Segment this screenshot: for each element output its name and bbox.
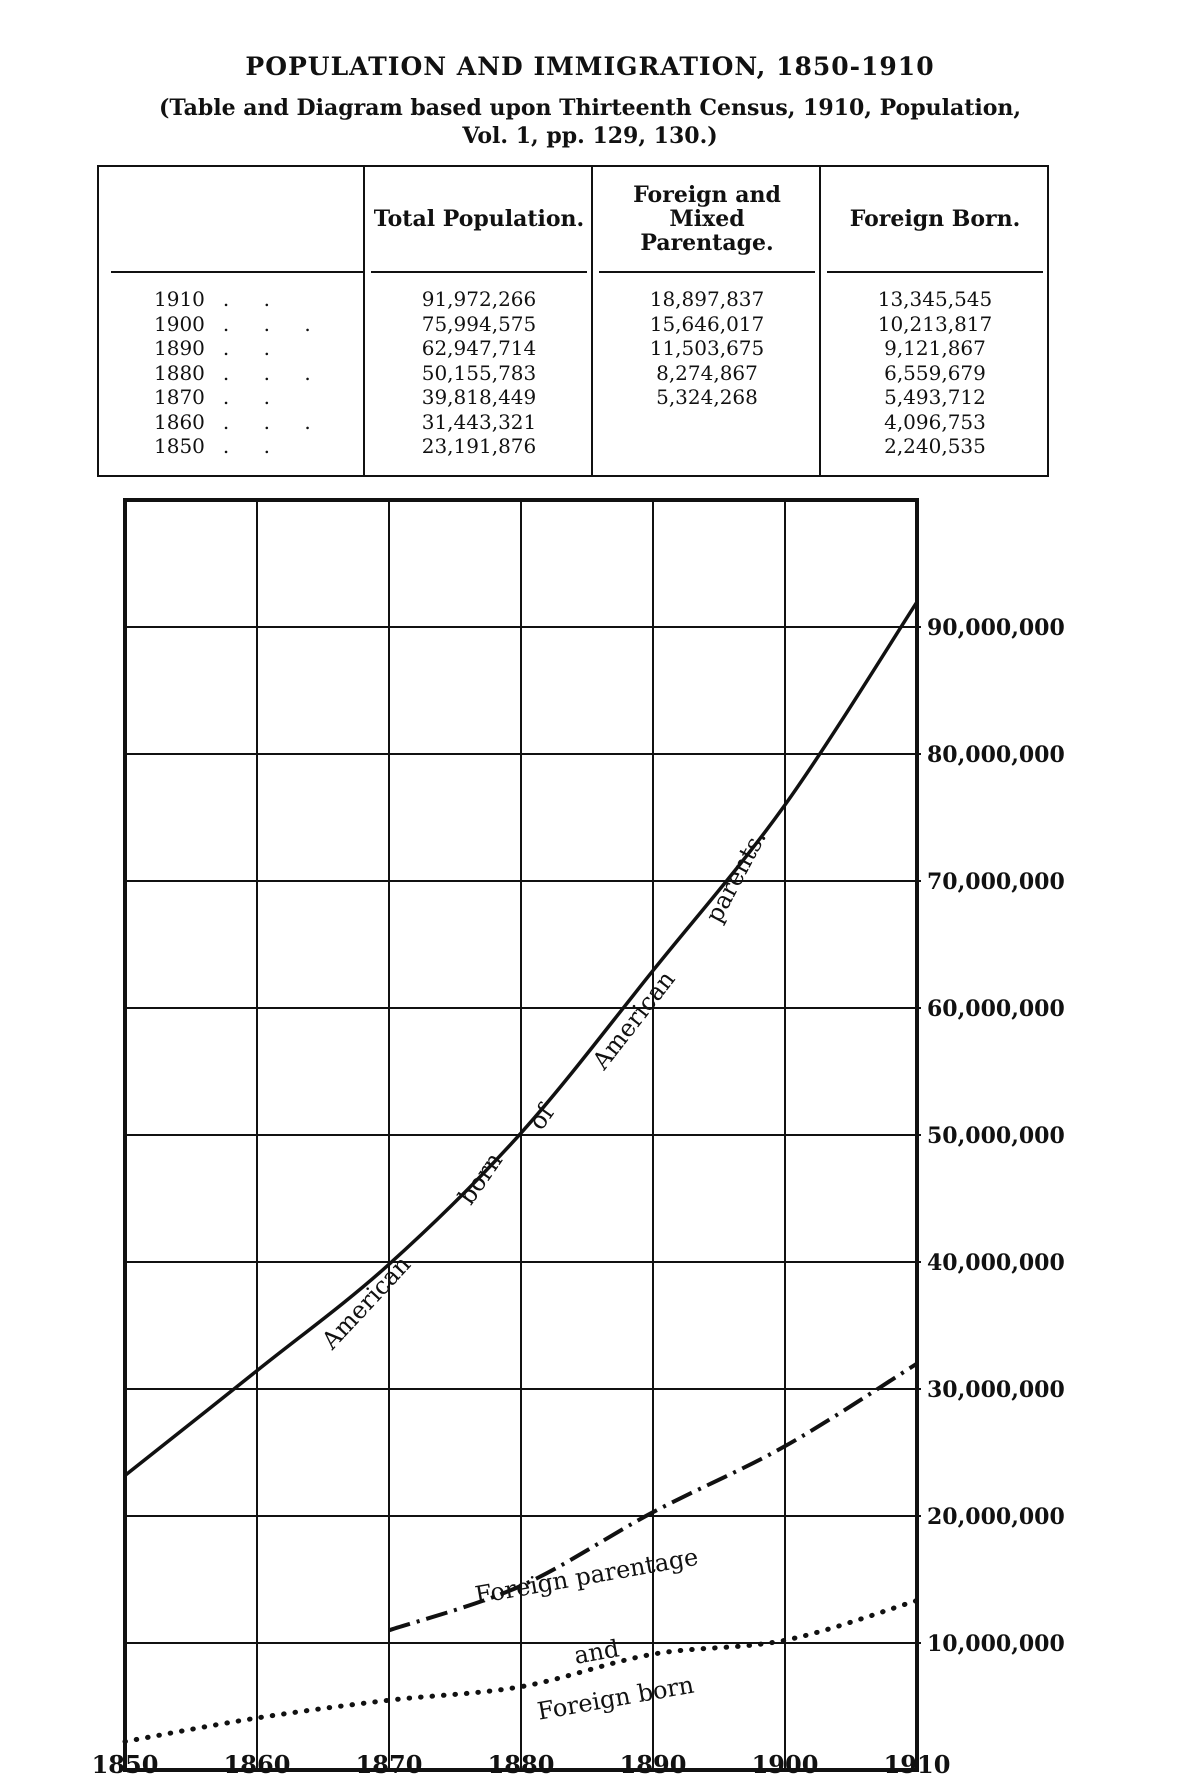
y-tick-label: 70,000,000 [927, 869, 1065, 895]
x-tick-label: 1890 [619, 1750, 687, 1779]
year-label: 1870 [154, 385, 205, 409]
foreign-born-header: Foreign Born. [827, 167, 1043, 273]
year-label: 1890 [154, 336, 205, 360]
year-label: 1850 [154, 434, 205, 458]
table-cell: 18,897,837 [649, 287, 765, 311]
y-tick-label: 40,000,000 [927, 1250, 1065, 1276]
year-label: 1900 [154, 311, 205, 336]
leader-dots: . . . [222, 360, 325, 385]
table-cell: 62,947,714 [421, 336, 537, 360]
total-population-header: Total Population. [371, 167, 587, 273]
annotation-and: and [571, 1634, 622, 1670]
table-cell: 8,274,867 [656, 360, 758, 385]
table-cell: 5,493,712 [884, 385, 986, 409]
table-cell: 15,646,017 [649, 311, 765, 336]
year-label: 1880 [154, 360, 205, 385]
y-tick-label: 60,000,000 [927, 996, 1065, 1022]
subtitle-line-1: (Table and Diagram based upon Thirteenth Census, 1910, Population, [158, 95, 1022, 121]
x-tick-label: 1850 [91, 1750, 159, 1779]
y-tick-label: 20,000,000 [927, 1504, 1065, 1530]
x-tick-label: 1900 [751, 1750, 819, 1779]
y-tick-label: 50,000,000 [927, 1123, 1065, 1149]
x-tick-label: 1880 [487, 1750, 555, 1779]
y-tick-label: 90,000,000 [927, 615, 1065, 641]
annotation-foreign-parentage: Foreign parentage [472, 1542, 701, 1610]
annotation-american: American [586, 965, 681, 1075]
y-tick-label: 30,000,000 [927, 1377, 1065, 1403]
table-cell: 39,818,449 [421, 385, 537, 409]
table-cell: 10,213,817 [877, 311, 993, 336]
annotation-parents: parents. [700, 825, 772, 928]
page-title: POPULATION AND IMMIGRATION, 1850-1910 [245, 52, 935, 81]
annotation-american: American [316, 1250, 417, 1355]
foreign-mixed-header-text: Foreign and Mixed Parentage. [633, 182, 781, 256]
table-cell: 91,972,266 [421, 287, 537, 311]
table-cell: 75,994,575 [421, 311, 537, 336]
table-cell: 2,240,535 [884, 434, 986, 458]
table-cell: 5,324,268 [656, 385, 758, 409]
year-label: 1860 [154, 409, 205, 434]
table-cell: 23,191,876 [421, 434, 537, 458]
table-cell: 13,345,545 [877, 287, 993, 311]
x-tick-label: 1860 [223, 1750, 291, 1779]
leader-dots: . . . [222, 311, 325, 336]
y-tick-label: 80,000,000 [927, 742, 1065, 768]
annotation-of: of [523, 1099, 560, 1136]
year-label: 1910 [154, 287, 205, 311]
annotation-born: born [452, 1147, 509, 1210]
leader-dots: . . . [222, 409, 325, 434]
table-cell: 9,121,867 [884, 336, 986, 360]
leader-dots: . . [222, 434, 284, 458]
x-tick-label: 1870 [355, 1750, 423, 1779]
y-tick-label: 10,000,000 [927, 1631, 1065, 1657]
subtitle-line-2: Vol. 1, pp. 129, 130.) [462, 123, 718, 149]
leader-dots: . . [222, 287, 284, 311]
table-cell: 4,096,753 [884, 409, 986, 434]
table-cell: 31,443,321 [421, 409, 537, 434]
leader-dots: . . [222, 336, 284, 360]
x-tick-label: 1910 [883, 1750, 951, 1779]
table-cell: 6,559,679 [884, 360, 986, 385]
table-cell: 50,155,783 [421, 360, 537, 385]
leader-dots: . . [222, 385, 284, 409]
annotation-foreign-born: Foreign born [535, 1670, 697, 1726]
table-cell: 11,503,675 [649, 336, 765, 360]
